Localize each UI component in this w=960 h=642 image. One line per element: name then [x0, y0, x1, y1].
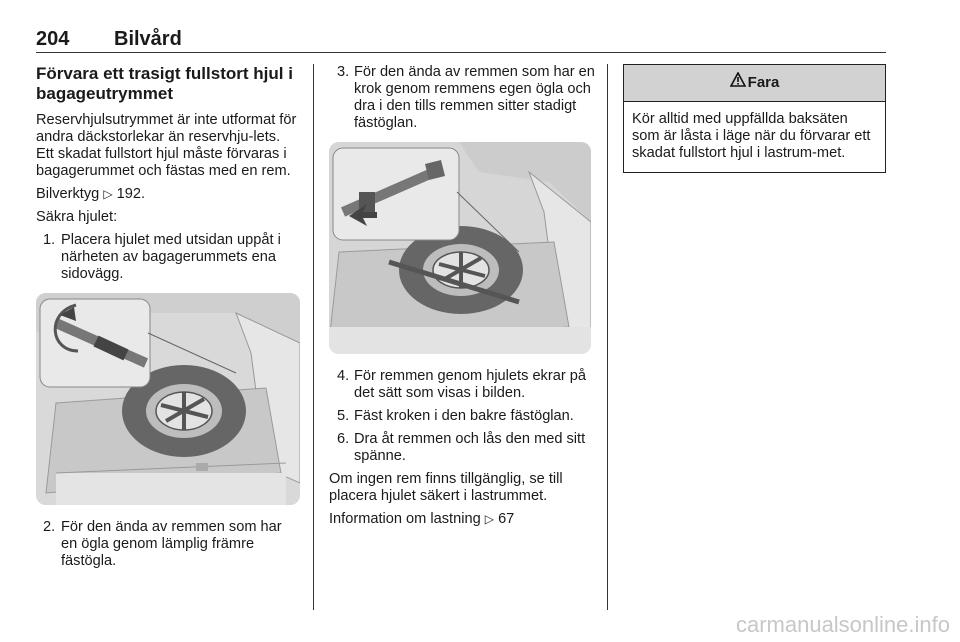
warning-title: Fara [747, 74, 780, 91]
step-text: Placera hjulet med utsidan uppåt i närheten av bagagerummets ena sidovägg. [61, 232, 281, 282]
step-text: För den ända av remmen som har en ögla genom lämplig främre fästögla. [61, 519, 282, 569]
step-number: 2. [43, 519, 56, 535]
step-text: Fäst kroken i den bakre fästöglan. [354, 408, 574, 424]
wheel-strap-front-illustration [36, 293, 300, 505]
column-1 [36, 64, 300, 576]
note-paragraph: Om ingen rem finns tillgänglig, se till placera hjulet säkert i lastrummet. [329, 471, 563, 504]
tools-page-link[interactable]: 192. [116, 186, 146, 202]
section-heading: Förvara ett trasigt fullstort hjul i bagageutrymmet [36, 64, 293, 103]
step-item [329, 431, 597, 465]
info-reference [329, 511, 597, 528]
column-divider [607, 64, 608, 610]
column-divider [313, 64, 314, 610]
arrow-ref-icon: ▷ [103, 187, 113, 201]
step-text: För den ända av remmen som har en krok genom remmens egen ögla och dra i den tills remmen sitter stadigt fästöglan. [354, 64, 595, 131]
intro-paragraph: Reservhjulsutrymmet är inte utformat för andra däckstorlekar än reservhju-lets. Ett skadat fullstort hjul måste förvaras i bagagerummet och fästas med en rem. [36, 112, 297, 179]
tools-label: Bilverktyg [36, 186, 100, 202]
step-text: För remmen genom hjulets ekrar på det sätt som visas i bilden. [354, 368, 586, 401]
chapter-title: Bilvård [114, 28, 182, 50]
step-number: 1. [43, 232, 56, 248]
column-3 [623, 64, 886, 173]
step-number: 5. [337, 408, 350, 424]
step-number: 4. [337, 368, 350, 384]
step-text: Dra åt remmen och lås den med sitt spänne. [354, 431, 586, 464]
tools-reference [36, 186, 300, 203]
step-number: 3. [337, 64, 350, 80]
warning-triangle-icon [730, 65, 746, 101]
page-header [36, 26, 886, 53]
step-item [36, 519, 300, 570]
column-2 [329, 64, 597, 534]
warning-text: Kör alltid med uppfällda baksäten som är låsta i läge när du förvarar ett skadat fullstort hjul i lastrum-met. [632, 111, 871, 161]
step-item [329, 64, 597, 132]
step-item [329, 408, 597, 425]
step-item [329, 368, 597, 402]
step-item [36, 232, 300, 283]
watermark: carmanualsonline.info [735, 612, 950, 637]
warning-box [623, 64, 886, 173]
secure-label: Säkra hjulet: [36, 209, 118, 225]
wheel-strap-hook-illustration [329, 142, 591, 354]
arrow-ref-icon: ▷ [484, 512, 494, 526]
step-number: 6. [337, 431, 350, 447]
info-page-link[interactable]: 67 [498, 511, 515, 527]
info-label: Information om lastning [329, 511, 481, 527]
page-number: 204 [36, 28, 70, 50]
warning-header [624, 65, 885, 102]
